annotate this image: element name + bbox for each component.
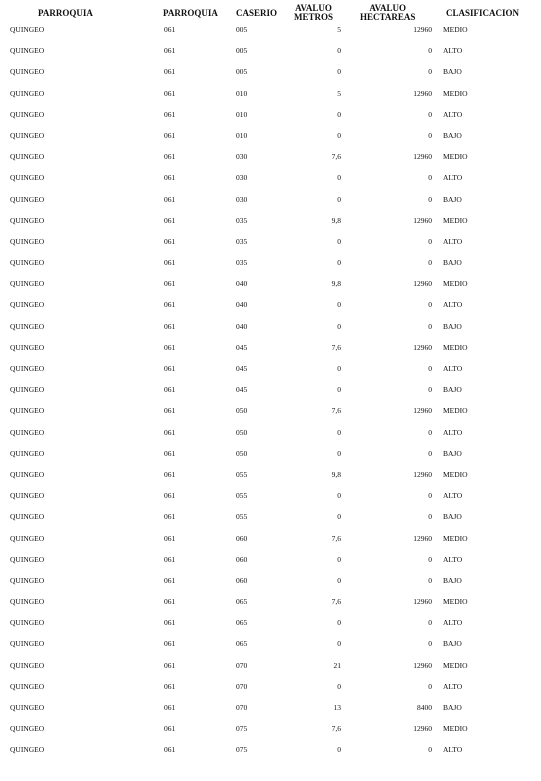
- cell-caserio: 005: [236, 25, 248, 34]
- cell-clasificacion: BAJO: [443, 703, 462, 712]
- cell-avaluo-metros: 0: [337, 618, 341, 628]
- cell-clasificacion: MEDIO: [443, 152, 468, 162]
- table-row: [0, 85, 541, 106]
- cell-avaluo-metros: 7,6: [331, 342, 341, 352]
- cell-codigo: 061: [164, 25, 176, 34]
- cell-clasificacion: ALTO: [443, 236, 463, 246]
- cell-avaluo-hectareas: 0: [428, 364, 432, 373]
- cell-caserio: 055: [236, 512, 248, 522]
- cell-caserio: 045: [236, 364, 248, 373]
- cell-parroquia: QUINGEO: [10, 427, 45, 437]
- cell-clasificacion: MEDIO: [443, 88, 468, 98]
- cell-caserio: 035: [236, 258, 248, 268]
- cell-avaluo-metros: 0: [337, 385, 341, 395]
- cell-clasificacion: BAJO: [443, 258, 462, 268]
- cell-avaluo-hectareas: 0: [428, 67, 432, 77]
- cell-avaluo-hectareas: 0: [428, 491, 432, 501]
- cell-codigo: 061: [164, 639, 176, 649]
- cell-caserio: 065: [236, 639, 248, 649]
- cell-codigo: 061: [164, 681, 176, 691]
- cell-caserio: 060: [236, 554, 248, 564]
- cell-parroquia: QUINGEO: [10, 364, 45, 373]
- cell-clasificacion: MEDIO: [443, 342, 468, 352]
- cell-caserio: 065: [236, 618, 248, 628]
- cell-parroquia: QUINGEO: [10, 575, 45, 585]
- cell-avaluo-hectareas: 0: [428, 385, 432, 395]
- cell-avaluo-metros: 0: [337, 109, 341, 119]
- table-row: [0, 360, 541, 381]
- cell-parroquia: QUINGEO: [10, 597, 45, 607]
- cell-parroquia: QUINGEO: [10, 618, 45, 628]
- table-row: [0, 63, 541, 84]
- cell-parroquia: QUINGEO: [10, 88, 45, 98]
- table-row: [0, 657, 541, 678]
- cell-clasificacion: MEDIO: [443, 279, 468, 289]
- cell-parroquia: QUINGEO: [10, 724, 45, 734]
- cell-clasificacion: ALTO: [443, 427, 463, 437]
- cell-clasificacion: MEDIO: [443, 660, 468, 670]
- cell-avaluo-metros: 0: [337, 258, 341, 268]
- cell-caserio: 040: [236, 279, 248, 289]
- table-body: [0, 21, 541, 763]
- cell-caserio: 050: [236, 427, 248, 437]
- cell-clasificacion: BAJO: [443, 385, 462, 395]
- cell-avaluo-metros: 21: [333, 660, 341, 670]
- cell-avaluo-metros: 0: [337, 491, 341, 501]
- cell-avaluo-metros: 7,6: [331, 533, 341, 543]
- cell-parroquia: QUINGEO: [10, 67, 45, 77]
- cell-avaluo-hectareas: 12960: [413, 660, 432, 670]
- cell-caserio: 040: [236, 321, 248, 331]
- table-row: [0, 21, 541, 42]
- cell-clasificacion: BAJO: [443, 575, 462, 585]
- cell-avaluo-hectareas: 12960: [413, 724, 432, 734]
- cell-parroquia: QUINGEO: [10, 745, 45, 755]
- cell-avaluo-metros: 0: [337, 364, 341, 373]
- cell-clasificacion: MEDIO: [443, 406, 468, 416]
- cell-avaluo-metros: 0: [337, 427, 341, 437]
- cell-avaluo-hectareas: 0: [428, 639, 432, 649]
- cell-caserio: 045: [236, 342, 248, 352]
- table-row: [0, 466, 541, 487]
- cell-avaluo-metros: 0: [337, 67, 341, 77]
- cell-codigo: 061: [164, 406, 176, 416]
- cell-parroquia: QUINGEO: [10, 512, 45, 522]
- cell-parroquia: QUINGEO: [10, 109, 45, 119]
- cell-caserio: 060: [236, 575, 248, 585]
- cell-clasificacion: ALTO: [443, 300, 463, 310]
- table-row: [0, 530, 541, 551]
- header-caserio: CASERIO: [236, 8, 278, 18]
- cell-caserio: 070: [236, 660, 248, 670]
- cell-avaluo-metros: 0: [337, 194, 341, 204]
- cell-avaluo-metros: 0: [337, 173, 341, 183]
- cell-avaluo-hectareas: 12960: [413, 25, 432, 34]
- cell-avaluo-hectareas: 0: [428, 258, 432, 268]
- table-row: [0, 212, 541, 233]
- cell-avaluo-hectareas: 0: [428, 745, 432, 755]
- cell-caserio: 005: [236, 67, 248, 77]
- cell-avaluo-metros: 0: [337, 554, 341, 564]
- table-row: [0, 339, 541, 360]
- cell-codigo: 061: [164, 215, 176, 225]
- cell-parroquia: QUINGEO: [10, 279, 45, 289]
- cell-caserio: 050: [236, 406, 248, 416]
- cell-clasificacion: ALTO: [443, 745, 463, 755]
- cell-codigo: 061: [164, 130, 176, 140]
- cell-avaluo-metros: 0: [337, 236, 341, 246]
- cell-avaluo-metros: 0: [337, 681, 341, 691]
- cell-caserio: 010: [236, 88, 248, 98]
- cell-codigo: 061: [164, 469, 176, 479]
- cell-clasificacion: MEDIO: [443, 469, 468, 479]
- cell-avaluo-metros: 0: [337, 46, 341, 56]
- cell-parroquia: QUINGEO: [10, 321, 45, 331]
- cell-caserio: 030: [236, 152, 248, 162]
- cell-codigo: 061: [164, 575, 176, 585]
- table-row: [0, 424, 541, 445]
- cell-clasificacion: ALTO: [443, 618, 463, 628]
- cell-avaluo-hectareas: 0: [428, 236, 432, 246]
- table-row: [0, 169, 541, 190]
- cell-codigo: 061: [164, 67, 176, 77]
- cell-caserio: 030: [236, 194, 248, 204]
- cell-avaluo-hectareas: 0: [428, 46, 432, 56]
- table-row: [0, 593, 541, 614]
- cell-avaluo-metros: 0: [337, 300, 341, 310]
- cell-clasificacion: ALTO: [443, 491, 463, 501]
- cell-avaluo-hectareas: 12960: [413, 597, 432, 607]
- table-row: [0, 381, 541, 402]
- cell-caserio: 075: [236, 724, 248, 734]
- cell-avaluo-hectareas: 0: [428, 554, 432, 564]
- cell-codigo: 061: [164, 703, 176, 712]
- cell-avaluo-hectareas: 0: [428, 575, 432, 585]
- cell-caserio: 055: [236, 491, 248, 501]
- cell-clasificacion: MEDIO: [443, 724, 468, 734]
- cell-avaluo-metros: 7,6: [331, 597, 341, 607]
- cell-avaluo-hectareas: 12960: [413, 215, 432, 225]
- cell-codigo: 061: [164, 554, 176, 564]
- cell-parroquia: QUINGEO: [10, 554, 45, 564]
- table-row: [0, 106, 541, 127]
- cell-caserio: 050: [236, 448, 248, 458]
- cell-clasificacion: BAJO: [443, 639, 462, 649]
- cell-parroquia: QUINGEO: [10, 385, 45, 395]
- cell-avaluo-metros: 5: [337, 88, 341, 98]
- cell-parroquia: QUINGEO: [10, 342, 45, 352]
- table-row: [0, 42, 541, 63]
- cell-clasificacion: ALTO: [443, 173, 463, 183]
- cell-avaluo-metros: 7,6: [331, 724, 341, 734]
- cell-parroquia: QUINGEO: [10, 236, 45, 246]
- cell-clasificacion: BAJO: [443, 67, 462, 77]
- cell-codigo: 061: [164, 88, 176, 98]
- cell-avaluo-hectareas: 0: [428, 194, 432, 204]
- cell-clasificacion: BAJO: [443, 512, 462, 522]
- cell-codigo: 061: [164, 385, 176, 395]
- header-parroquia-code: PARROQUIA: [163, 8, 218, 18]
- cell-caserio: 055: [236, 469, 248, 479]
- table-row: [0, 572, 541, 593]
- cell-caserio: 030: [236, 173, 248, 183]
- cell-avaluo-metros: 0: [337, 512, 341, 522]
- table-row: [0, 254, 541, 275]
- table-row: [0, 148, 541, 169]
- cell-avaluo-hectareas: 0: [428, 130, 432, 140]
- cell-avaluo-hectareas: 12960: [413, 406, 432, 416]
- cell-avaluo-hectareas: 0: [428, 300, 432, 310]
- header-avaluo-hectareas: AVALUO HECTAREAS: [360, 3, 416, 22]
- cell-parroquia: QUINGEO: [10, 681, 45, 691]
- cell-clasificacion: MEDIO: [443, 215, 468, 225]
- cell-codigo: 061: [164, 236, 176, 246]
- cell-parroquia: QUINGEO: [10, 25, 45, 34]
- cell-avaluo-hectareas: 12960: [413, 533, 432, 543]
- cell-parroquia: QUINGEO: [10, 448, 45, 458]
- table-row: [0, 318, 541, 339]
- cell-codigo: 061: [164, 533, 176, 543]
- table-row: [0, 191, 541, 212]
- cell-parroquia: QUINGEO: [10, 533, 45, 543]
- cell-codigo: 061: [164, 724, 176, 734]
- cell-parroquia: QUINGEO: [10, 173, 45, 183]
- cell-caserio: 045: [236, 385, 248, 395]
- cell-avaluo-metros: 0: [337, 130, 341, 140]
- table-row: [0, 233, 541, 254]
- cell-codigo: 061: [164, 342, 176, 352]
- cell-codigo: 061: [164, 491, 176, 501]
- table-row: [0, 614, 541, 635]
- cell-avaluo-hectareas: 0: [428, 109, 432, 119]
- table-row: [0, 551, 541, 572]
- cell-clasificacion: BAJO: [443, 448, 462, 458]
- cell-clasificacion: MEDIO: [443, 533, 468, 543]
- cell-clasificacion: MEDIO: [443, 25, 468, 34]
- cell-avaluo-metros: 5: [337, 25, 341, 34]
- table-row: [0, 508, 541, 529]
- cell-parroquia: QUINGEO: [10, 406, 45, 416]
- cell-avaluo-metros: 9,8: [331, 469, 341, 479]
- cell-caserio: 075: [236, 745, 248, 755]
- cell-avaluo-metros: 7,6: [331, 406, 341, 416]
- cell-avaluo-hectareas: 0: [428, 681, 432, 691]
- cell-avaluo-metros: 0: [337, 321, 341, 331]
- cell-avaluo-metros: 0: [337, 448, 341, 458]
- cell-caserio: 005: [236, 46, 248, 56]
- header-avaluo-metros: AVALUO METROS: [294, 3, 334, 22]
- cell-avaluo-metros: 0: [337, 575, 341, 585]
- cell-avaluo-hectareas: 0: [428, 427, 432, 437]
- cell-avaluo-hectareas: 0: [428, 321, 432, 331]
- cell-caserio: 010: [236, 109, 248, 119]
- cell-avaluo-hectareas: 12960: [413, 469, 432, 479]
- cell-codigo: 061: [164, 597, 176, 607]
- cell-codigo: 061: [164, 109, 176, 119]
- cell-codigo: 061: [164, 427, 176, 437]
- cell-avaluo-hectareas: 12960: [413, 279, 432, 289]
- cell-codigo: 061: [164, 258, 176, 268]
- cell-parroquia: QUINGEO: [10, 194, 45, 204]
- cell-clasificacion: ALTO: [443, 364, 463, 373]
- cell-codigo: 061: [164, 46, 176, 56]
- cell-parroquia: QUINGEO: [10, 469, 45, 479]
- cell-avaluo-metros: 13: [333, 703, 341, 712]
- cell-clasificacion: ALTO: [443, 109, 463, 119]
- table-row: [0, 445, 541, 466]
- cell-codigo: 061: [164, 745, 176, 755]
- cell-clasificacion: MEDIO: [443, 597, 468, 607]
- cell-codigo: 061: [164, 321, 176, 331]
- cell-parroquia: QUINGEO: [10, 300, 45, 310]
- cell-codigo: 061: [164, 512, 176, 522]
- header-parroquia-name: PARROQUIA: [38, 8, 93, 18]
- cell-caserio: 035: [236, 236, 248, 246]
- cell-parroquia: QUINGEO: [10, 258, 45, 268]
- cell-codigo: 061: [164, 618, 176, 628]
- cell-caserio: 035: [236, 215, 248, 225]
- cell-caserio: 065: [236, 597, 248, 607]
- cell-avaluo-hectareas: 12960: [413, 152, 432, 162]
- cell-avaluo-hectareas: 0: [428, 173, 432, 183]
- cell-avaluo-metros: 9,8: [331, 279, 341, 289]
- cell-avaluo-hectareas: 0: [428, 448, 432, 458]
- cell-parroquia: QUINGEO: [10, 660, 45, 670]
- cell-parroquia: QUINGEO: [10, 152, 45, 162]
- cell-codigo: 061: [164, 364, 176, 373]
- cell-codigo: 061: [164, 660, 176, 670]
- cell-caserio: 010: [236, 130, 248, 140]
- cell-parroquia: QUINGEO: [10, 215, 45, 225]
- cell-avaluo-hectareas: 0: [428, 512, 432, 522]
- cell-caserio: 040: [236, 300, 248, 310]
- cell-codigo: 061: [164, 300, 176, 310]
- table-row: [0, 487, 541, 508]
- table-row: [0, 741, 541, 762]
- cell-clasificacion: ALTO: [443, 46, 463, 56]
- cell-clasificacion: BAJO: [443, 194, 462, 204]
- cell-avaluo-metros: 0: [337, 745, 341, 755]
- table-row: [0, 699, 541, 720]
- cell-parroquia: QUINGEO: [10, 639, 45, 649]
- cell-avaluo-hectareas: 12960: [413, 342, 432, 352]
- cell-caserio: 060: [236, 533, 248, 543]
- cell-avaluo-metros: 0: [337, 639, 341, 649]
- table-row: [0, 402, 541, 423]
- cell-clasificacion: BAJO: [443, 321, 462, 331]
- cell-codigo: 061: [164, 448, 176, 458]
- cell-caserio: 070: [236, 703, 248, 712]
- cell-parroquia: QUINGEO: [10, 703, 45, 712]
- cell-avaluo-metros: 9,8: [331, 215, 341, 225]
- cell-codigo: 061: [164, 152, 176, 162]
- table-row: [0, 296, 541, 317]
- cell-codigo: 061: [164, 279, 176, 289]
- table-row: [0, 127, 541, 148]
- cell-parroquia: QUINGEO: [10, 46, 45, 56]
- cell-clasificacion: BAJO: [443, 130, 462, 140]
- cell-parroquia: QUINGEO: [10, 130, 45, 140]
- table-row: [0, 635, 541, 656]
- cell-caserio: 070: [236, 681, 248, 691]
- cell-avaluo-metros: 7,6: [331, 152, 341, 162]
- cell-clasificacion: ALTO: [443, 681, 463, 691]
- cell-avaluo-hectareas: 12960: [413, 88, 432, 98]
- header-clasificacion: CLASIFICACION: [446, 8, 520, 18]
- cell-codigo: 061: [164, 173, 176, 183]
- cell-avaluo-hectareas: 8400: [417, 703, 432, 712]
- cell-codigo: 061: [164, 194, 176, 204]
- cell-clasificacion: ALTO: [443, 554, 463, 564]
- cell-avaluo-hectareas: 0: [428, 618, 432, 628]
- table-row: [0, 678, 541, 699]
- cell-parroquia: QUINGEO: [10, 491, 45, 501]
- table-row: [0, 720, 541, 741]
- table-row: [0, 275, 541, 296]
